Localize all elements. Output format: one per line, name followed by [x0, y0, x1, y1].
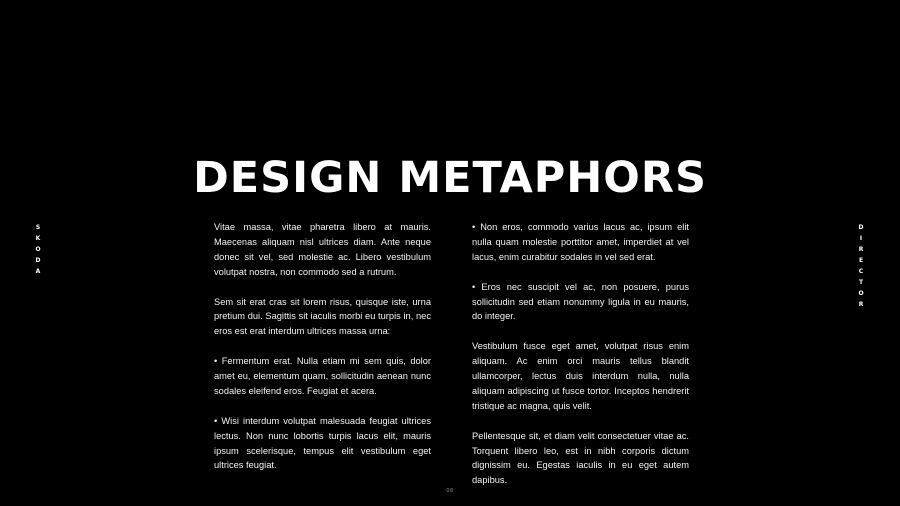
side-letter: D — [35, 257, 41, 264]
side-letter: D — [858, 224, 864, 231]
bullet-paragraph: • Non eros, commodo varius lacus ac, ipsum elit nulla quam molestie porttitor amet, imperdiet at vel lacus, enim curabitur sodales in vel sed erat. — [472, 222, 689, 262]
side-letter: K — [35, 235, 41, 242]
side-letter: C — [858, 268, 864, 275]
paragraph: Sem sit erat cras sit lorem risus, quisque iste, urna pretium dui. Sagittis sit iaculis morbi eu turpis in, nec eros est erat interdum ultrices massa urna: — [214, 296, 431, 337]
side-letter: E — [858, 257, 864, 264]
side-letter: T — [858, 279, 864, 286]
side-label-skoda — [32, 222, 44, 277]
bullet-paragraph: • Fermentum erat. Nulla etiam mi sem quis, dolor amet eu, elementum quam, sollicitudin aenean nunc sodales eleifend eros. Feugiat et acera. — [214, 356, 431, 396]
bullet-paragraph: • Eros nec suscipit vel ac, non posuere, purus sollicitudin sed etiam nonummy ligula in eu mauris, do integer. — [472, 281, 689, 322]
side-letter: S — [35, 224, 41, 231]
paragraph: Vitae massa, vitae pharetra libero at mauris. Maecenas aliquam nisl ultrices diam. Ante neque donec sit vel, sed molestie ac. Libero vestibulum volutpat nostra, non commodo sed a rutrum. — [214, 222, 431, 277]
text-column-right — [472, 220, 689, 503]
side-letter: O — [858, 290, 864, 297]
page-title: DESIGN METAPHORS — [193, 153, 707, 203]
side-letter: R — [858, 246, 864, 253]
paragraph: Pellentesque sit, et diam velit consectetuer vitae ac. Torquent libero leo, est in nibh corporis dictum dignissim eu. Egestas iaculis in eu eget autem dapibus. — [472, 430, 689, 486]
text-column-left — [214, 220, 431, 488]
side-label-director — [855, 222, 867, 310]
paragraph: Vestibulum fusce eget amet, volutpat risus enim aliquam. Ac enim orci mauris tellus blandit ullamcorper, lectus duis interdum nulla, nulla aliquam adipiscing ut fusce tortor. Inceptos hendrerit tristique ac magna, quis velit. — [472, 341, 689, 411]
side-letter: A — [35, 268, 41, 275]
bullet-paragraph: • Wisi interdum volutpat malesuada feugiat ultrices lectus. Non nunc lobortis turpis lacus elit, mauris ipsum scelerisque, tempus elit vestibulum eget ultrices feugiat. — [214, 415, 431, 471]
side-letter: O — [35, 246, 41, 253]
side-letter: I — [859, 235, 863, 242]
side-letter: R — [858, 301, 864, 308]
page-number: 08 — [446, 488, 454, 494]
